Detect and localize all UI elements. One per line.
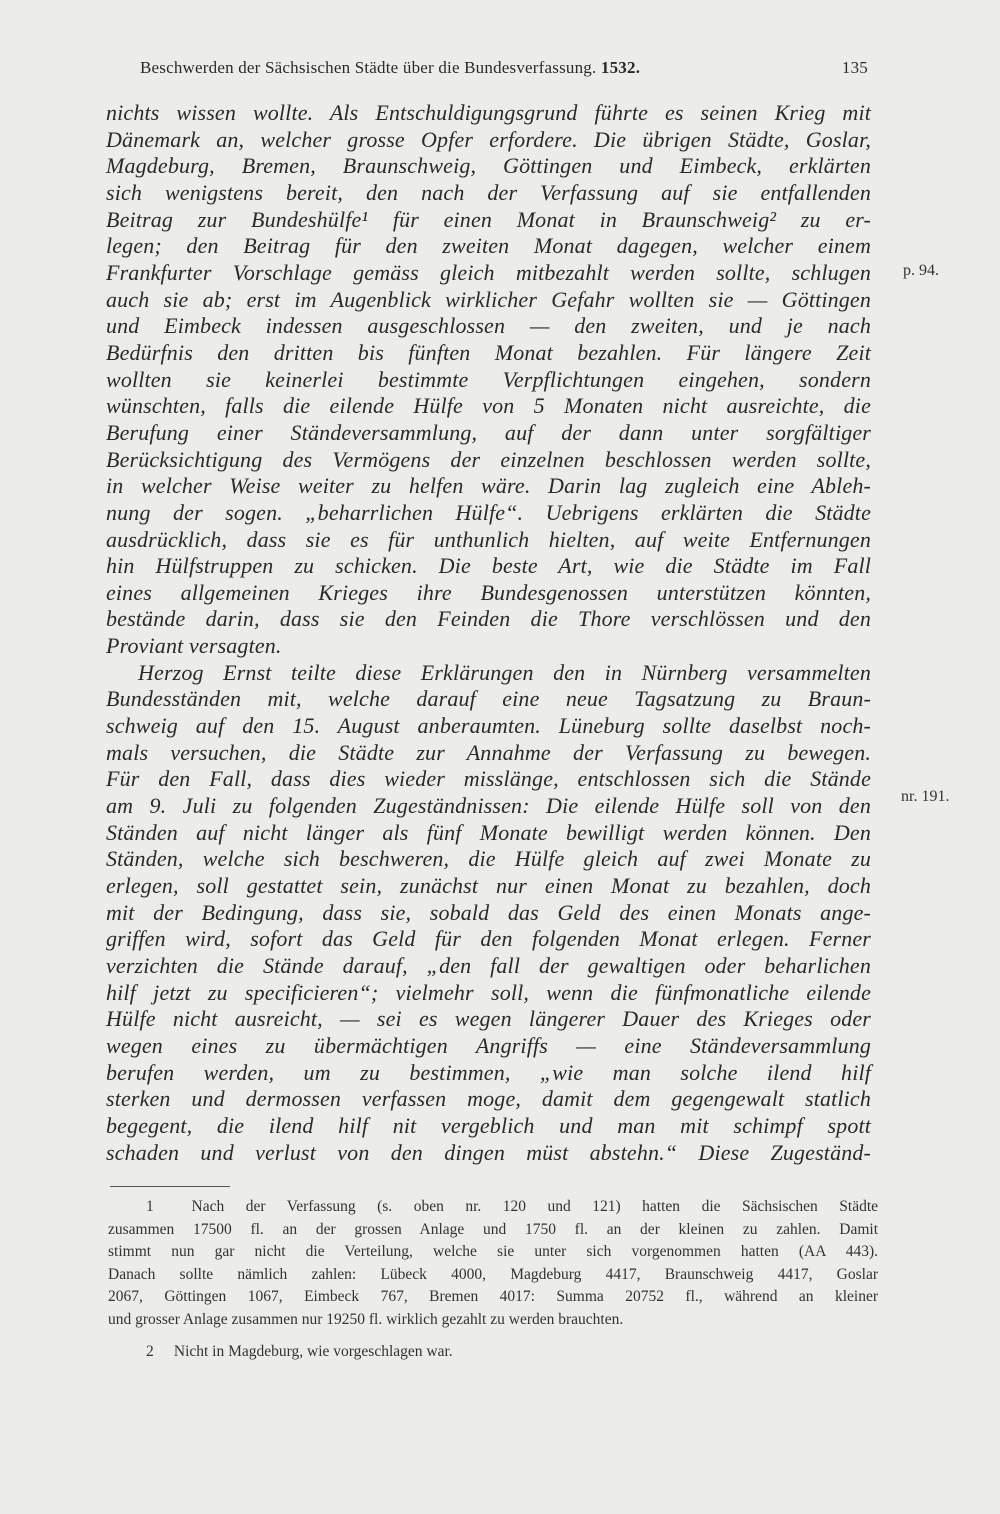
text-line: nichts wissen wollte. Als Entschuldigungsgrund führte es seinen Krieg mit [106,100,871,125]
margin-note-nr191: nr. 191. [901,788,950,805]
text-line: Hülfe nicht ausreicht, — sei es wegen längerer Dauer des Krieges oder [106,1006,871,1032]
footnote-1-line: Danach sollte nämlich zahlen: Lübeck 4000, Magdeburg 4417, Braunschweig 4417, Goslar [108,1265,878,1283]
text-line: sterken und dermossen verfassen moge, damit dem gegengewalt statlich [106,1086,871,1112]
text-line: schweig auf den 15. August anberaumten. Lüneburg sollte daselbst noch- [106,713,871,739]
page-number: 135 [841,58,868,77]
text-line: Beitrag zur Bundeshülfe¹ für einen Monat in Braunschweig² zu er- [106,206,871,232]
text-line: Herzog Ernst teilte diese Erklärungen den in Nürnberg versammelten [138,659,871,685]
footnote-1-line: stimmt nun gar nicht die Verteilung, welche sie unter sich vorgenommen hatten (AA 443). [108,1243,878,1260]
text-line: berufen werden, um zu bestimmen, „wie man solche ilend hilf [106,1059,871,1085]
text-line: begegent, die ilend hilf nit vergeblich und man mit schimpf spott [106,1112,871,1138]
text-line: sich wenigstens bereit, den nach der Verfassung auf sie entfallenden [106,179,871,205]
text-line: wünschten, falls die eilende Hülfe von 5 Monaten nicht ausreichte, die [106,393,871,419]
footnote-1-line: und grosser Anlage zusammen nur 19250 fl. wirklich gezahlt zu werden brauchten. [108,1310,624,1328]
text-line: mals versuchen, die Städte zur Annahme der Verfassung zu bewegen. [106,739,871,765]
text-line: nung der sogen. „beharrlichen Hülfe“. Uebrigens erklärten die Städte [106,499,871,525]
text-line: Bundesständen mit, welche darauf eine neue Tagsatzung zu Braun- [106,686,871,712]
text-line: in welcher Weise weiter zu helfen wäre. Darin lag zugleich eine Ableh- [106,473,871,499]
margin-note-p94: p. 94. [903,262,939,279]
text-line: Ständen auf nicht länger als fünf Monate bewilligt werden können. Den [106,819,871,845]
text-line: griffen wird, sofort das Geld für den folgenden Monat erlegen. Ferner [106,926,871,952]
footnote-1-text: Nach der Verfassung (s. oben nr. 120 und 121) hatten die Sächsischen Städte [191,1198,879,1215]
text-line: eines allgemeinen Krieges ihre Bundesgenossen unterstützen könnten, [106,579,871,605]
running-title-text: Beschwerden der Sächsischen Städte über die Bundesverfassung. [140,58,597,77]
footnote-1-line [108,1196,878,1219]
footnote-2-text: Nicht in Magdeburg, wie vorgeschlagen war. [173,1343,453,1360]
footnote-2-number: 2 [146,1343,154,1360]
text-line: Proviant versagten. [106,633,282,659]
footnote-1-line: zusammen 17500 fl. an der grossen Anlage und 1750 fl. an der kleinen zu zahlen. Damit [108,1220,878,1238]
text-line: schaden und verlust von den dingen müst abstehn.“ Diese Zugeständ- [106,1139,871,1165]
running-title-year: 1532. [600,58,641,77]
text-line: Dänemark an, welcher grosse Opfer erfordere. Die übrigen Städte, Goslar, [106,126,871,152]
footnote-2-line [108,1341,878,1364]
text-line: Magdeburg, Bremen, Braunschweig, Göttingen und Eimbeck, erklärten [106,153,871,179]
footnote-1-line: 2067, Göttingen 1067, Eimbeck 767, Bremen 4017: Summa 20752 fl., während an kleiner [108,1288,878,1305]
text-line: erlegen, soll gestattet sein, zunächst nur einen Monat zu bezahlen, doch [106,873,871,899]
text-line: Bedürfnis den dritten bis fünften Monat bezahlen. Für längere Zeit [106,339,871,365]
text-line: und Eimbeck indessen ausgeschlossen — den zweiten, und je nach [106,313,871,339]
text-line: mit der Bedingung, dass sie, sobald das Geld des einen Monats ange- [106,899,871,925]
main-text [106,100,871,1166]
footnotes [108,1196,878,1364]
running-title [140,58,640,78]
text-line: legen; den Beitrag für den zweiten Monat dagegen, welcher einem [106,233,871,259]
text-line: Berufung einer Ständeversammlung, auf der dann unter sorgfältiger [106,419,871,445]
text-line: Berücksichtigung des Vermögens der einzelnen beschlossen werden sollte, [106,446,871,472]
text-line: verzichten die Stände darauf, „den fall der gewaltigen oder beharlichen [106,953,871,978]
text-line: hilf jetzt zu specificieren“; vielmehr soll, wenn die fünfmonatliche eilende [106,979,871,1005]
text-line: Ständen, welche sich beschweren, die Hülfe gleich auf zwei Monate zu [106,846,871,872]
text-line: wegen eines zu übermächtigen Angriffs — eine Ständeversammlung [106,1032,871,1058]
text-line: Für den Fall, dass dies wieder misslänge, entschlossen sich die Stände [106,766,871,792]
footnote-divider [110,1186,230,1187]
text-line: wollten sie keinerlei bestimmte Verpflichtungen eingehen, sondern [106,366,871,392]
text-line: bestände darin, dass sie den Feinden die Thore verschlössen und den [106,606,871,632]
text-line: auch sie ab; erst im Augenblick wirklicher Gefahr wollten sie — Göttingen [106,286,871,312]
text-line: ausdrücklich, dass sie es für unthunlich hielten, auf weite Entfernungen [106,526,871,552]
text-line: am 9. Juli zu folgenden Zugeständnissen: Die eilende Hülfe soll von den [106,793,871,819]
footnote-1-number: 1 [146,1198,154,1215]
text-line: hin Hülfstruppen zu schicken. Die beste Art, wie die Städte im Fall [106,553,871,579]
text-line: Frankfurter Vorschlage gemäss gleich mitbezahlt werden sollte, schlugen [106,259,871,285]
running-header [140,58,868,78]
